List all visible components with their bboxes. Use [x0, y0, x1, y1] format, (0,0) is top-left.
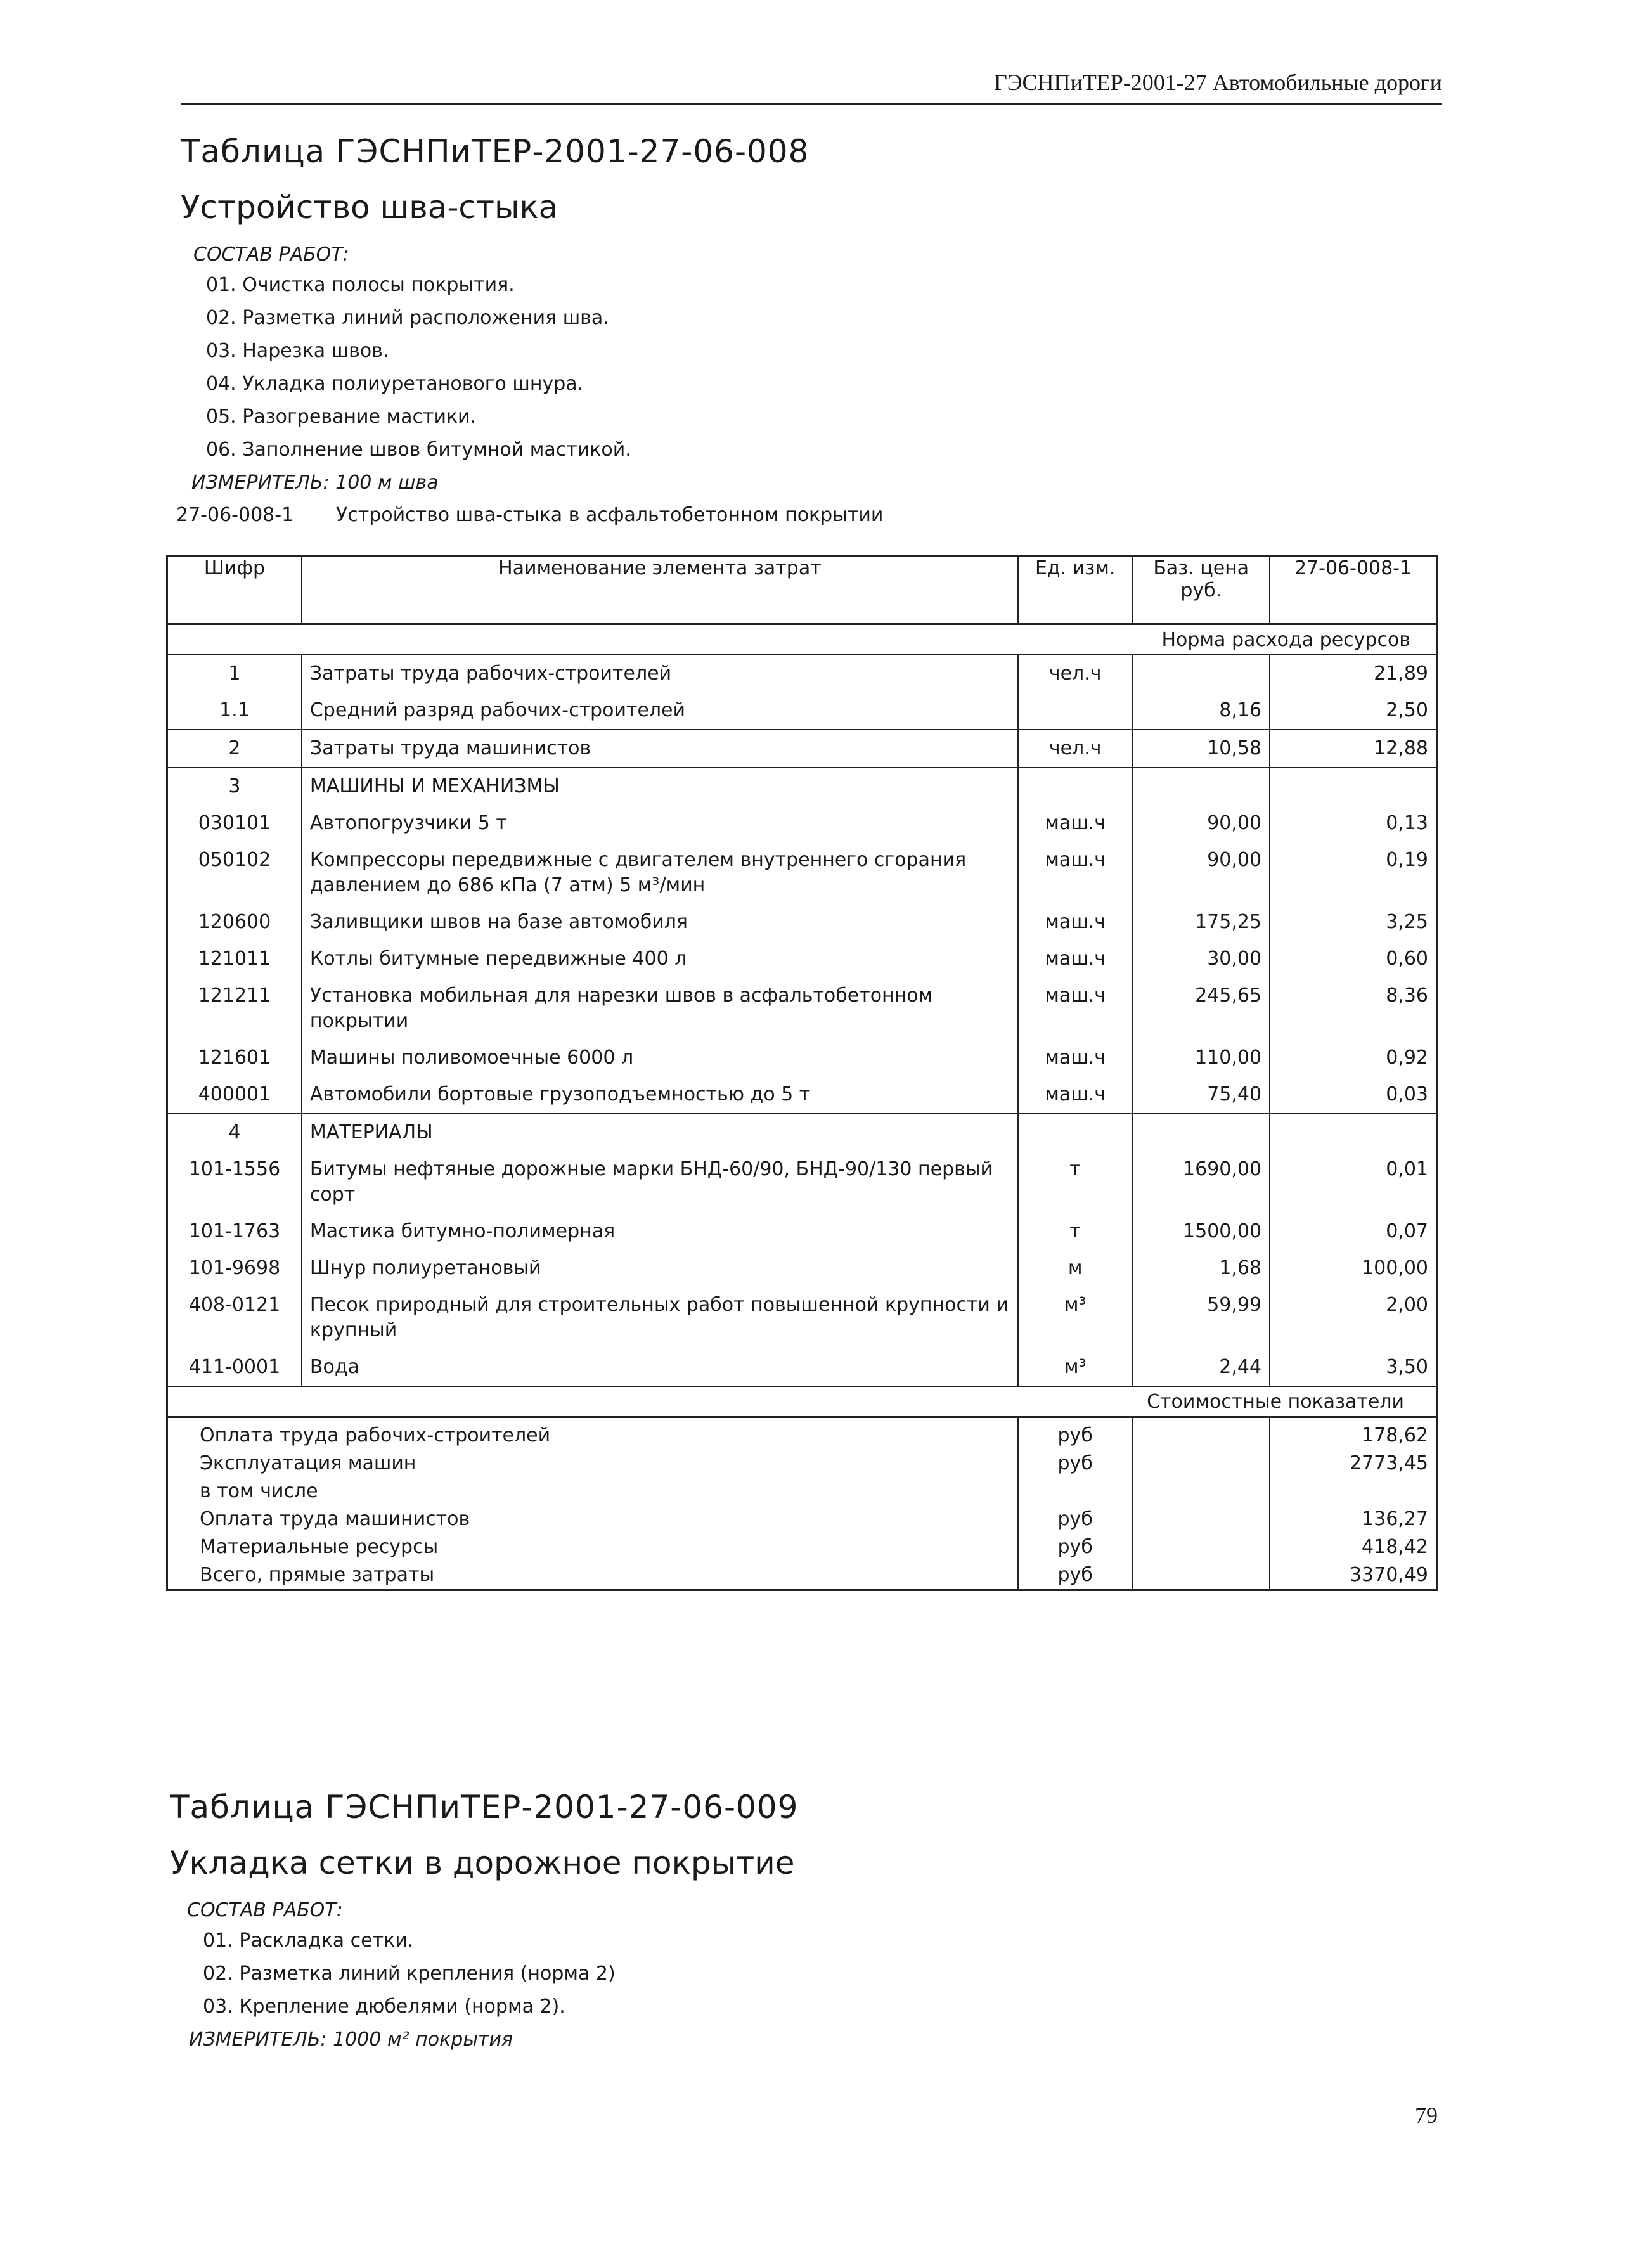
work-item: 02. Разметка линий крепления (норма 2) — [203, 1962, 616, 1985]
summary-value: 178,62 — [1270, 1417, 1436, 1450]
col-norm-header: 27-06-008-1 — [1270, 557, 1436, 624]
row-unit: маш.ч — [1018, 941, 1133, 977]
row-code: 400001 — [167, 1076, 302, 1114]
table-row — [167, 977, 1437, 1040]
summary-label: Эксплуатация машин — [167, 1450, 1018, 1478]
page-header: ГЭСНПиТЕР-2001-27 Автомобильные дороги — [181, 66, 1442, 105]
row-price: 1500,00 — [1132, 1213, 1270, 1250]
row-norm: 8,36 — [1270, 977, 1436, 1040]
row-name: Установка мобильная для нарезки швов в асфальтобетонном покрытии — [302, 977, 1018, 1040]
row-name: МАТЕРИАЛЫ — [302, 1114, 1018, 1151]
row-name: Средний разряд рабочих-строителей — [302, 692, 1018, 730]
row-price: 8,16 — [1132, 692, 1270, 730]
work-item: 06. Заполнение швов битумной мастикой. — [206, 439, 631, 461]
table-row — [167, 1213, 1437, 1250]
summary-price-cell — [1132, 1450, 1270, 1478]
works-label: СОСТАВ РАБОТ: — [193, 243, 349, 266]
summary-unit: руб — [1018, 1505, 1133, 1533]
row-name: Затраты труда машинистов — [302, 730, 1018, 768]
row-name: Компрессоры передвижные с двигателем внутреннего сгорания давлением до 686 кПа (7 атм) 5 м³/мин — [302, 842, 1018, 904]
row-price: 10,58 — [1132, 730, 1270, 768]
table1-title: Таблица ГЭСНПиТЕР-2001-27-06-008 — [181, 133, 809, 170]
work-item: 01. Раскладка сетки. — [203, 1930, 414, 1952]
table-row — [167, 1076, 1437, 1114]
table-row — [167, 730, 1437, 768]
row-name: МАШИНЫ И МЕХАНИЗМЫ — [302, 768, 1018, 805]
row-price: 2,44 — [1132, 1349, 1270, 1386]
table-row — [167, 655, 1437, 692]
work-item: 04. Укладка полиуретанового шнура. — [206, 373, 584, 395]
summary-unit — [1018, 1478, 1133, 1505]
row-unit: маш.ч — [1018, 1040, 1133, 1076]
row-unit: м³ — [1018, 1349, 1133, 1386]
summary-label: в том числе — [167, 1478, 1018, 1505]
norm-caption-row — [167, 624, 1437, 655]
row-unit: маш.ч — [1018, 805, 1133, 842]
row-unit — [1018, 768, 1133, 805]
table-header-row — [167, 557, 1437, 624]
row-norm: 0,19 — [1270, 842, 1436, 904]
summary-value: 136,27 — [1270, 1505, 1436, 1533]
summary-unit: руб — [1018, 1450, 1133, 1478]
summary-value: 2773,45 — [1270, 1450, 1436, 1478]
cost-caption: Стоимостные показатели — [167, 1386, 1437, 1417]
row-norm: 12,88 — [1270, 730, 1436, 768]
row-code: 101-9698 — [167, 1250, 302, 1287]
row-name: Шнур полиуретановый — [302, 1250, 1018, 1287]
summary-price-cell — [1132, 1561, 1270, 1590]
row-price: 75,40 — [1132, 1076, 1270, 1114]
row-unit: т — [1018, 1213, 1133, 1250]
row-norm: 0,07 — [1270, 1213, 1436, 1250]
row-code: 121211 — [167, 977, 302, 1040]
norm-caption: Норма расхода ресурсов — [167, 624, 1437, 655]
summary-price-cell — [1132, 1478, 1270, 1505]
work-item: 03. Нарезка швов. — [206, 340, 389, 362]
row-norm: 21,89 — [1270, 655, 1436, 692]
page-number: 79 — [1415, 2103, 1438, 2128]
table-row — [167, 1114, 1437, 1151]
row-name: Битумы нефтяные дорожные марки БНД-60/90, БНД-90/130 первый сорт — [302, 1151, 1018, 1213]
col-name-header: Наименование элемента затрат — [302, 557, 1018, 624]
summary-row — [167, 1478, 1437, 1505]
row-norm: 0,60 — [1270, 941, 1436, 977]
table-row — [167, 805, 1437, 842]
table-row — [167, 941, 1437, 977]
row-name: Котлы битумные передвижные 400 л — [302, 941, 1018, 977]
row-name: Мастика битумно-полимерная — [302, 1213, 1018, 1250]
row-code: 4 — [167, 1114, 302, 1151]
table-row — [167, 768, 1437, 805]
row-norm: 2,00 — [1270, 1287, 1436, 1349]
row-norm — [1270, 768, 1436, 805]
row-code: 411-0001 — [167, 1349, 302, 1386]
row-name: Вода — [302, 1349, 1018, 1386]
row-code: 121011 — [167, 941, 302, 977]
row-norm: 2,50 — [1270, 692, 1436, 730]
row-price — [1132, 1114, 1270, 1151]
col-code-header: Шифр — [167, 557, 302, 624]
norm-code-description: Устройство шва-стыка в асфальтобетонном покрытии — [336, 504, 884, 526]
row-name: Автомобили бортовые грузоподъемностью до 5 т — [302, 1076, 1018, 1114]
table-row — [167, 904, 1437, 941]
summary-label: Всего, прямые затраты — [167, 1561, 1018, 1590]
work-item: 03. Крепление дюбелями (норма 2). — [203, 1995, 565, 2018]
table2-title: Таблица ГЭСНПиТЕР-2001-27-06-009 — [170, 1789, 799, 1826]
work-item: 01. Очистка полосы покрытия. — [206, 274, 515, 296]
row-norm: 3,50 — [1270, 1349, 1436, 1386]
row-unit — [1018, 692, 1133, 730]
col-unit-header: Ед. изм. — [1018, 557, 1133, 624]
work-item: 05. Разогревание мастики. — [206, 406, 477, 428]
row-unit: м³ — [1018, 1287, 1133, 1349]
row-price: 30,00 — [1132, 941, 1270, 977]
row-name: Автопогрузчики 5 т — [302, 805, 1018, 842]
row-code: 408-0121 — [167, 1287, 302, 1349]
cost-caption-row — [167, 1386, 1437, 1417]
row-price — [1132, 768, 1270, 805]
table-row — [167, 1040, 1437, 1076]
col-price-header: Баз. цена руб. — [1132, 557, 1270, 624]
summary-unit: руб — [1018, 1533, 1133, 1561]
row-code: 101-1556 — [167, 1151, 302, 1213]
row-price: 90,00 — [1132, 805, 1270, 842]
summary-row — [167, 1417, 1437, 1450]
row-code: 3 — [167, 768, 302, 805]
summary-value — [1270, 1478, 1436, 1505]
table-row — [167, 1250, 1437, 1287]
work-item: 02. Разметка линий расположения шва. — [206, 307, 609, 329]
row-code: 101-1763 — [167, 1213, 302, 1250]
row-code: 1 — [167, 655, 302, 692]
summary-label: Материальные ресурсы — [167, 1533, 1018, 1561]
row-code: 121601 — [167, 1040, 302, 1076]
summary-label: Оплата труда машинистов — [167, 1505, 1018, 1533]
summary-unit: руб — [1018, 1561, 1133, 1590]
summary-row — [167, 1561, 1437, 1590]
row-price: 1690,00 — [1132, 1151, 1270, 1213]
summary-value: 3370,49 — [1270, 1561, 1436, 1590]
summary-row — [167, 1505, 1437, 1533]
row-name: Заливщики швов на базе автомобиля — [302, 904, 1018, 941]
row-code: 1.1 — [167, 692, 302, 730]
row-norm: 0,92 — [1270, 1040, 1436, 1076]
table-row — [167, 1349, 1437, 1386]
row-code: 030101 — [167, 805, 302, 842]
norm-code: 27-06-008-1 — [176, 504, 294, 526]
row-norm: 0,13 — [1270, 805, 1436, 842]
row-code: 050102 — [167, 842, 302, 904]
row-price: 245,65 — [1132, 977, 1270, 1040]
row-price: 59,99 — [1132, 1287, 1270, 1349]
row-price: 1,68 — [1132, 1250, 1270, 1287]
row-unit — [1018, 1114, 1133, 1151]
summary-label: Оплата труда рабочих-строителей — [167, 1417, 1018, 1450]
row-name: Затраты труда рабочих-строителей — [302, 655, 1018, 692]
table2-subtitle: Укладка сетки в дорожное покрытие — [170, 1845, 795, 1881]
row-code: 120600 — [167, 904, 302, 941]
table-row — [167, 692, 1437, 730]
summary-price-cell — [1132, 1417, 1270, 1450]
row-norm: 0,01 — [1270, 1151, 1436, 1213]
table-row — [167, 842, 1437, 904]
row-unit: м — [1018, 1250, 1133, 1287]
row-unit: маш.ч — [1018, 1076, 1133, 1114]
resource-table — [166, 555, 1438, 1591]
works-label-2: СОСТАВ РАБОТ: — [187, 1899, 343, 1921]
table-row — [167, 1287, 1437, 1349]
row-norm: 0,03 — [1270, 1076, 1436, 1114]
summary-price-cell — [1132, 1505, 1270, 1533]
row-price: 90,00 — [1132, 842, 1270, 904]
row-unit: чел.ч — [1018, 655, 1133, 692]
row-unit: чел.ч — [1018, 730, 1133, 768]
summary-unit: руб — [1018, 1417, 1133, 1450]
row-price — [1132, 655, 1270, 692]
row-code: 2 — [167, 730, 302, 768]
table-row — [167, 1151, 1437, 1213]
summary-row — [167, 1533, 1437, 1561]
row-price: 110,00 — [1132, 1040, 1270, 1076]
measure-label: ИЗМЕРИТЕЛЬ: 100 м шва — [191, 472, 439, 494]
measure-label-2: ИЗМЕРИТЕЛЬ: 1000 м² покрытия — [189, 2028, 513, 2051]
row-unit: т — [1018, 1151, 1133, 1213]
row-norm: 100,00 — [1270, 1250, 1436, 1287]
summary-price-cell — [1132, 1533, 1270, 1561]
row-norm: 3,25 — [1270, 904, 1436, 941]
row-price: 175,25 — [1132, 904, 1270, 941]
row-unit: маш.ч — [1018, 842, 1133, 904]
table1-subtitle: Устройство шва-стыка — [181, 189, 558, 226]
row-unit: маш.ч — [1018, 904, 1133, 941]
row-unit: маш.ч — [1018, 977, 1133, 1040]
row-name: Машины поливомоечные 6000 л — [302, 1040, 1018, 1076]
summary-row — [167, 1450, 1437, 1478]
row-name: Песок природный для строительных работ повышенной крупности и крупный — [302, 1287, 1018, 1349]
summary-value: 418,42 — [1270, 1533, 1436, 1561]
row-norm — [1270, 1114, 1436, 1151]
